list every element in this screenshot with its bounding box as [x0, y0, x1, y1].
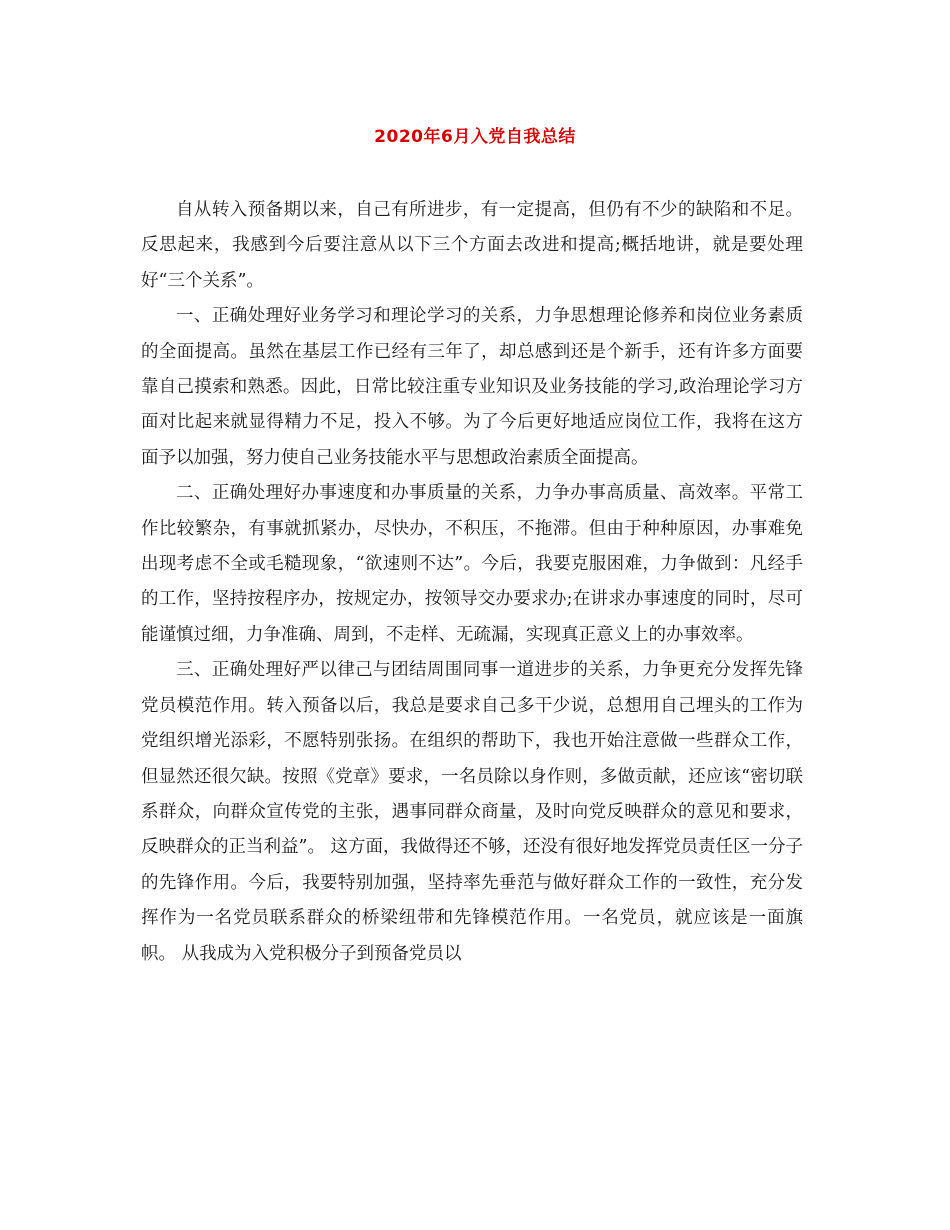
paragraph-intro: 自从转入预备期以来，自己有所进步，有一定提高，但仍有不少的缺陷和不足。反思起来，我感到今后要注意从以下三个方面去改进和提高;概括地讲，就是要处理好“三个关系”。	[141, 200, 803, 291]
paragraph-point-two: 二、正确处理好办事速度和办事质量的关系，力争办事高质量、高效率。平常工作比较繁杂，有事就抓紧办，尽快办，不积压，不拖滞。但由于种种原因，办事难免出现考虑不全或毛糙现象，“欲速则不达”。今后，我要克服困难，力争做到：凡经手的工作，坚持按程序办，按规定办，按领导交办要求办;在讲求办事速度的同时，尽可能谨慎过细，力争准确、周到，不走样、无疏漏，实现真正意义上的办事效率。	[141, 483, 803, 645]
paragraph-point-one: 一、正确处理好业务学习和理论学习的关系，力争思想理论修养和岗位业务素质的全面提高。虽然在基层工作已经有三年了，却总感到还是个新手，还有许多方面要靠自己摸索和熟悉。因此，日常比较注重专业知识及业务技能的学习,政治理论学习方面对比起来就显得精力不足，投入不够。为了今后更好地适应岗位工作，我将在这方面予以加强，努力使自己业务技能水平与思想政治素质全面提高。	[141, 306, 803, 468]
paragraph-point-three: 三、正确处理好严以律己与团结周围同事一道进步的关系，力争更充分发挥先锋党员模范作用。转入预备以后，我总是要求自己多干少说，总想用自己埋头的工作为党组织增光添彩，不愿特别张扬。在组织的帮助下，我也开始注意做一些群众工作，但显然还很欠缺。按照《党章》要求，一名员除以身作则，多做贡献，还应该“密切联系群众，向群众宣传党的主张，遇事同群众商量，及时向党反映群众的意见和要求，反映群众的正当利益”。 这方面，我做得还不够，还没有很好地发挥党员责任区一分子的先锋作用。今后，我要特别加强，坚持率先垂范与做好群众工作的一致性，充分发挥作为一名党员联系群众的桥梁纽带和先锋模范作用。一名党员，就应该是一面旗帜。 从我成为入党积极分子到预备党员以	[141, 660, 804, 964]
document-body	[141, 193, 803, 972]
document-title: 2020年6月入党自我总结	[374, 127, 576, 147]
